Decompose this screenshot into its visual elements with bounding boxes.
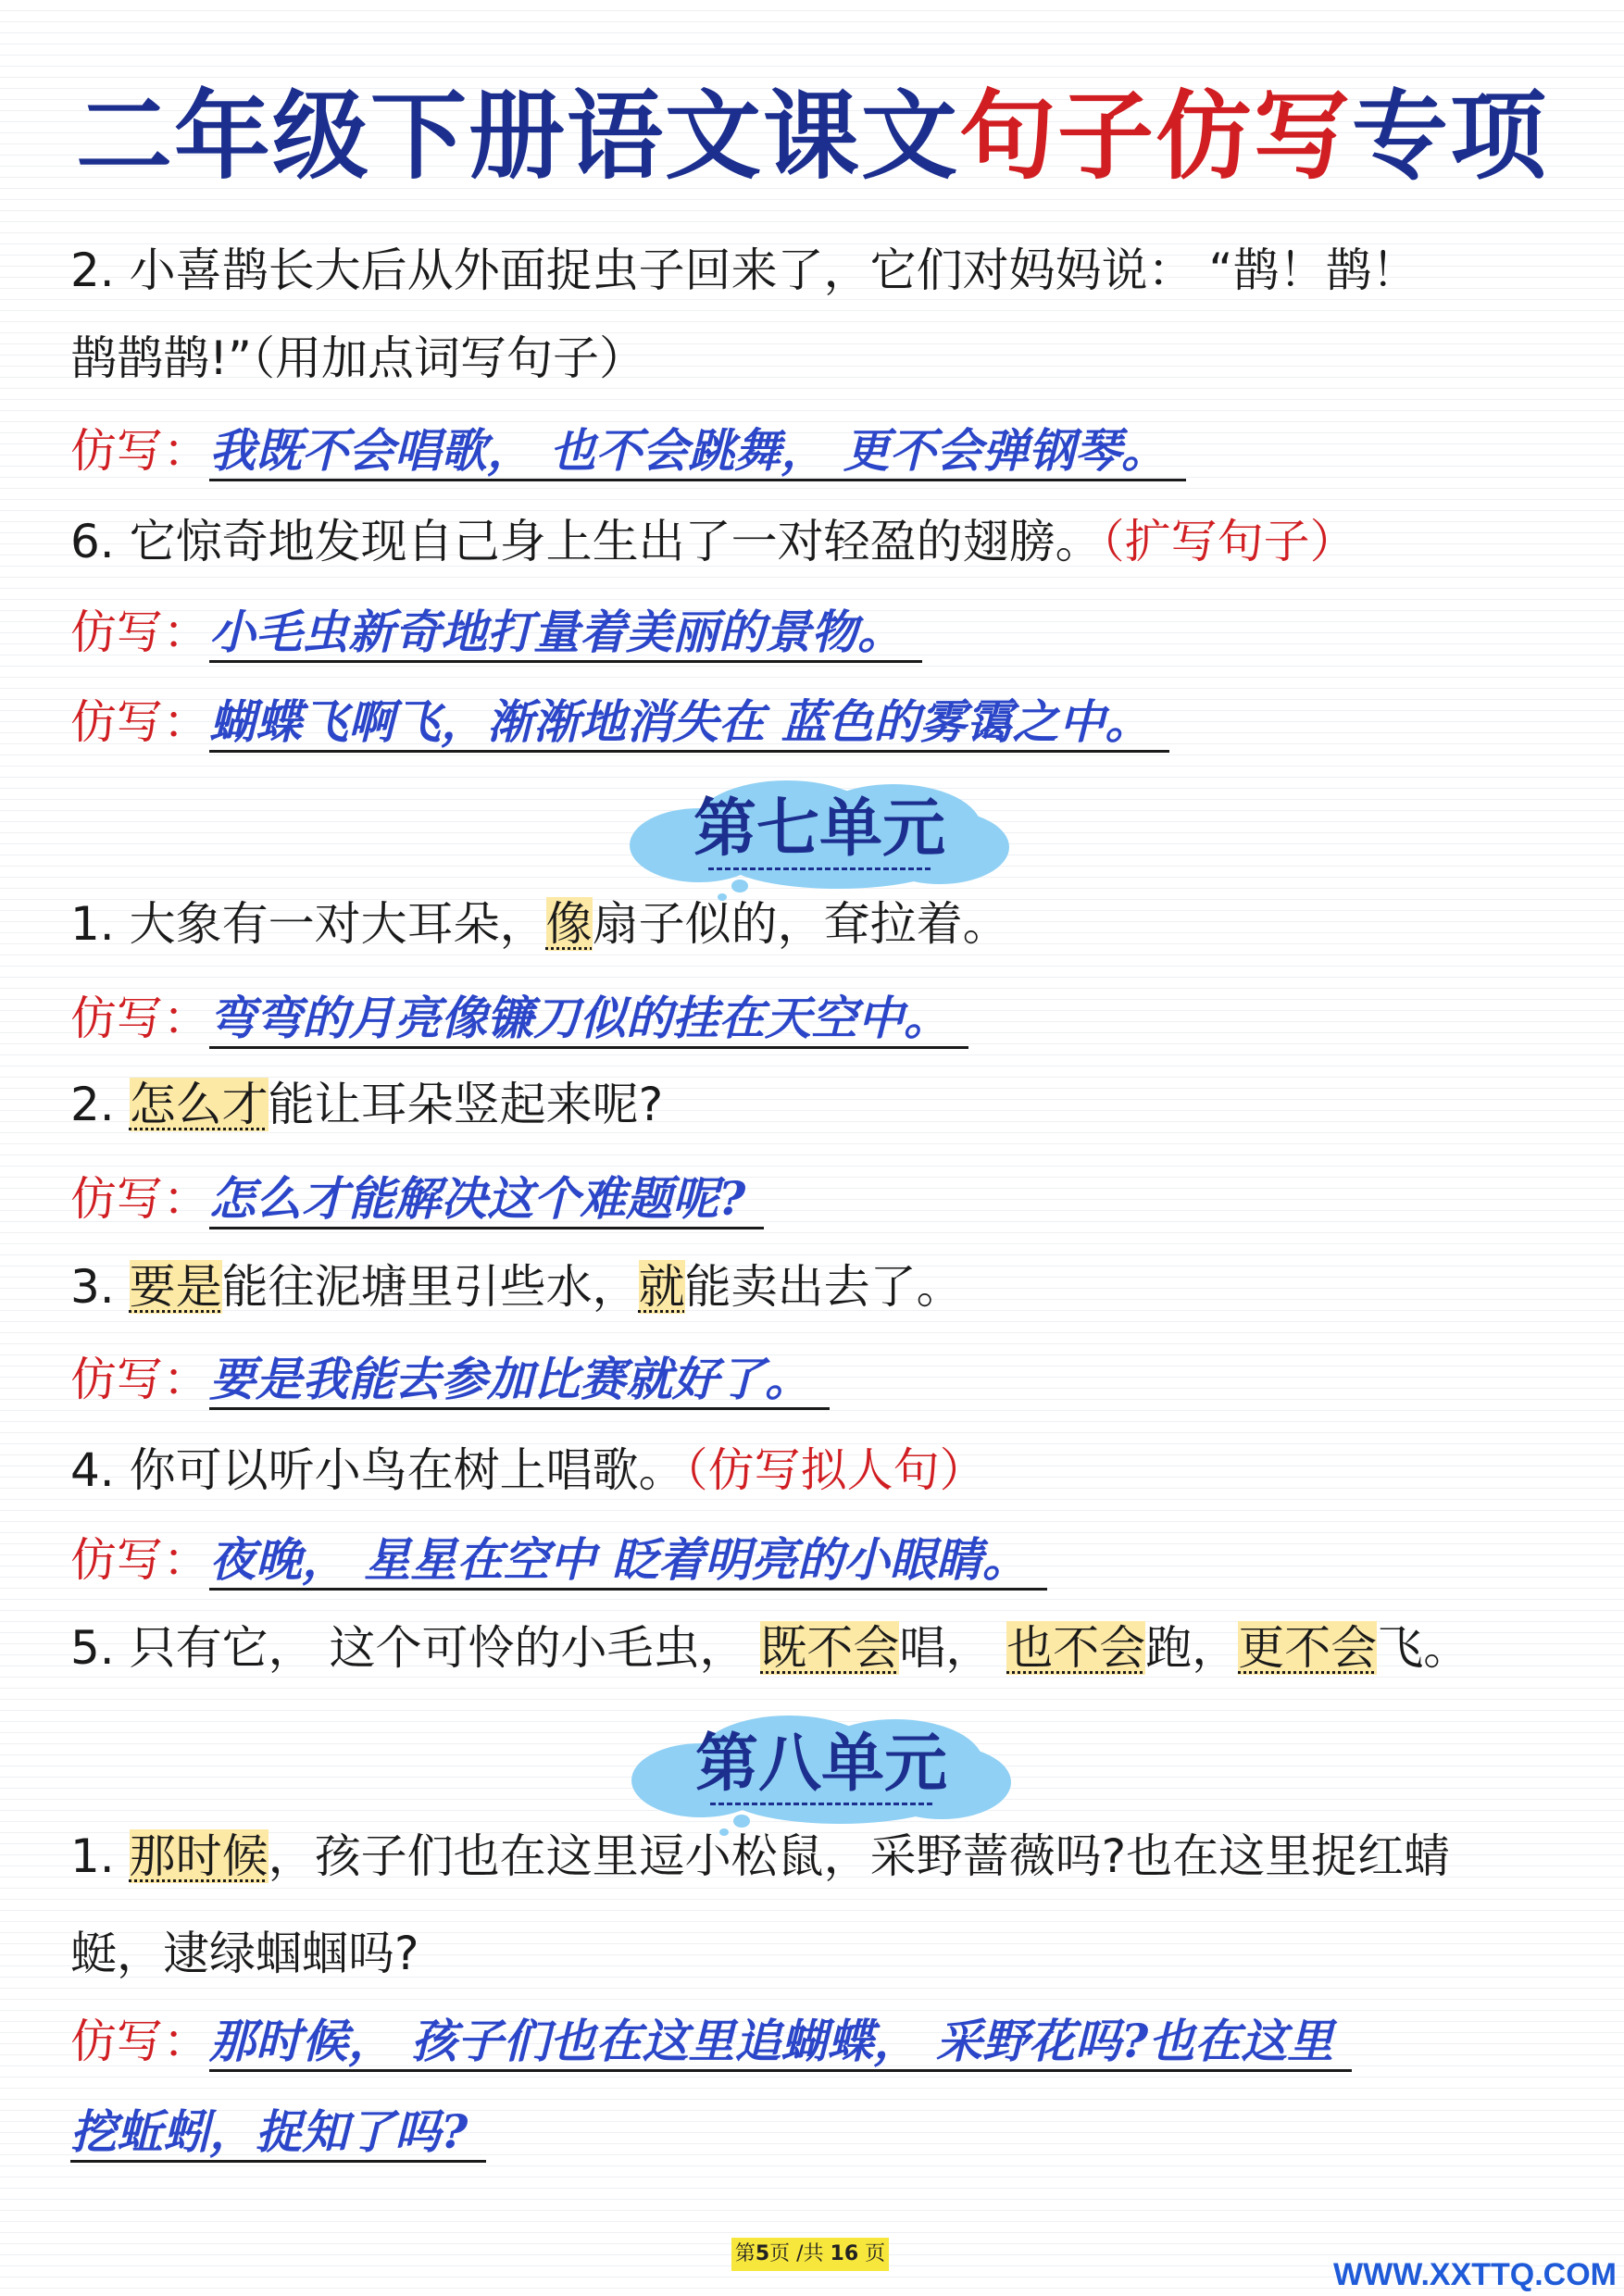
question-text: 扇子似的，耷拉着。 [592,897,1009,951]
question-text: 唱， [899,1621,1007,1675]
question-text: 6. 它惊奇地发现自己身上生出了一对轻盈的翅膀。 [70,515,1102,568]
imitation-label: 仿写： [70,1172,209,1226]
answer-row [70,423,1186,481]
answer-row [70,1171,764,1229]
answer-text: 我既不会唱歌， 也不会跳舞， 更不会弹钢琴。 [209,423,1186,481]
page-total: 16 [830,2242,859,2265]
question-note: （扩写句子） [1101,515,1356,568]
answer-row [70,2014,1352,2072]
imitation-label: 仿写： [70,695,209,749]
question-number: 1. [70,1829,130,1883]
site-watermark[interactable]: WWW.XXTTQ.COM [1333,2257,1617,2292]
page-indicator [731,2238,889,2271]
dotted-keyword: 就 [638,1260,685,1314]
unit-8-heading [622,1708,1020,1828]
answer-text: 要是我能去参加比赛就好了。 [209,1352,830,1410]
question-text: 1. 大象有一对大耳朵， [70,897,546,951]
question-4 [70,1442,986,1498]
answer-row-continued [70,2104,486,2163]
question-2-line-1: 2. 小喜鹊长大后从外面捉虫子回来了，它们对妈妈说： “鹊！鹊！ [70,243,1418,297]
answer-row [70,1352,830,1410]
imitation-label: 仿写： [70,1353,209,1406]
answer-row [70,605,922,663]
page-number: 5 [755,2242,770,2265]
question-text: 跑， [1145,1621,1239,1675]
question-text: 能卖出去了。 [684,1260,963,1314]
dotted-keyword: 怎么才 [129,1078,269,1131]
imitation-label: 仿写： [70,424,209,478]
question-1-line-2: 蜓，逮绿蝈蝈吗? [70,1927,419,1980]
unit-7-heading [620,773,1018,893]
dotted-keyword: 像 [545,897,593,951]
imitation-label: 仿写： [70,605,209,659]
question-number: 2. [70,1078,130,1131]
answer-row [70,694,1169,753]
question-2-line-2: 鹊鹊鹊!”（用加点词写句子） [70,331,645,385]
question-5 [70,1620,1469,1676]
page-prefix: 第 [734,2242,756,2265]
unit-title: 第七单元 [693,792,945,866]
page-mid: 页 /共 [769,2242,831,2265]
question-number: 3. [70,1260,130,1314]
title-part1: 二年级下册语文课文 [75,80,959,193]
question-1-line-1 [70,1828,1450,1884]
question-note: （仿写拟人句） [684,1443,986,1497]
question-6 [70,514,1356,569]
answer-text: 挖蚯蚓，捉知了吗? [70,2104,486,2163]
answer-row [70,1532,1047,1591]
title-highlight: 句子仿写 [958,80,1352,193]
question-3 [70,1259,963,1315]
answer-text: 那时候， 孩子们也在这里追蝴蝶， 采野花吗?也在这里 [209,2014,1352,2072]
question-text: 飞。 [1377,1621,1470,1675]
answer-text: 夜晚， 星星在空中 眨着明亮的小眼睛。 [209,1532,1047,1591]
dotted-keyword: 既不会 [760,1621,900,1675]
imitation-label: 仿写： [70,992,209,1045]
question-text: 能让耳朵竖起来呢? [268,1078,664,1131]
question-1 [70,896,1009,952]
question-text: 4. 你可以听小鸟在树上唱歌。 [70,1443,685,1497]
dotted-keyword: 那时候 [129,1829,269,1883]
dotted-keyword: 更不会 [1238,1621,1378,1675]
page-title [0,79,1624,194]
dotted-keyword: 要是 [129,1260,222,1314]
question-text: ，孩子们也在这里逗小松鼠，采野蔷薇吗?也在这里捉红蜻 [268,1829,1451,1883]
imitation-label: 仿写： [70,2015,209,2068]
answer-text: 小毛虫新奇地打量着美丽的景物。 [209,605,922,663]
question-text: 能往泥塘里引些水， [221,1260,639,1314]
answer-text: 弯弯的月亮像镰刀似的挂在天空中。 [209,991,968,1049]
answer-text: 怎么才能解决这个难题呢? [209,1171,764,1229]
answer-text: 蝴蝶飞啊飞，渐渐地消失在 蓝色的雾霭之中。 [209,694,1169,753]
page-suffix: 页 [858,2242,886,2265]
question-2 [70,1077,663,1132]
answer-row [70,991,968,1049]
dotted-keyword: 也不会 [1006,1621,1146,1675]
question-text: 5. 只有它， 这个可怜的小毛虫， [70,1621,761,1675]
unit-title: 第八单元 [694,1728,947,1801]
imitation-label: 仿写： [70,1533,209,1587]
title-part3: 专项 [1352,80,1549,193]
